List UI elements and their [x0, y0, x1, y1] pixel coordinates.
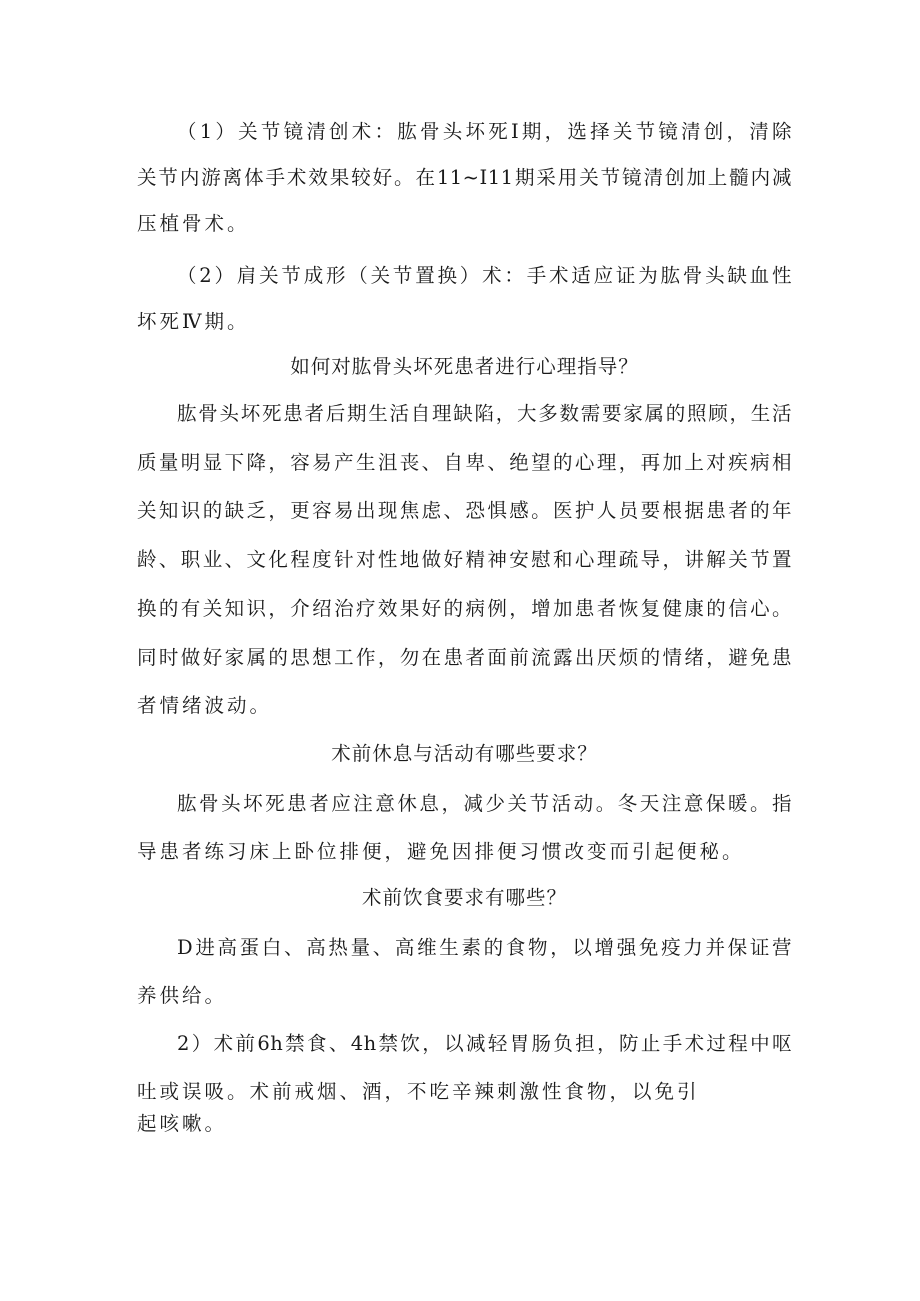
paragraph-line: 龄、职业、文化程度针对性地做好精神安慰和心理疏导，讲解关节置: [137, 548, 792, 571]
paragraph-line: 换的有关知识，介绍治疗效果好的病例，增加患者恢复健康的信心。: [137, 597, 792, 620]
paragraph-line: 吐或误吸。术前戒烟、酒，不吃辛辣刺激性食物，以免引: [137, 1080, 700, 1103]
section-heading: 如何对肱骨头坏死患者进行心理指导？: [290, 355, 639, 378]
paragraph-line: 坏死Ⅳ期。: [137, 310, 250, 333]
paragraph-line: （1）关节镜清创术：肱骨头坏死Ⅰ期，选择关节镜清创，清除: [177, 120, 792, 143]
paragraph-line: 导患者练习床上卧位排便，避免因排便习惯改变而引起便秘。: [137, 840, 745, 863]
paragraph-line: 2）术前6h禁食、4h禁饮，以减轻胃肠负担，防止手术过程中呕: [177, 1032, 792, 1055]
paragraph-line: 关知识的缺乏，更容易出现焦虑、恐惧感。医护人员要根据患者的年: [137, 499, 792, 522]
paragraph-line: 肱骨头坏死患者后期生活自理缺陷，大多数需要家属的照顾，生活: [177, 402, 792, 425]
paragraph-line: D进高蛋白、高热量、高维生素的食物，以增强免疫力并保证营: [177, 936, 792, 959]
paragraph-line: 者情绪波动。: [137, 694, 273, 717]
section-heading: 术前休息与活动有哪些要求？: [331, 742, 598, 765]
paragraph-line: 肱骨头坏死患者应注意休息，减少关节活动。冬天注意保暖。指: [177, 792, 792, 815]
paragraph-line: 关节内游离体手术效果较好。在11~I11期采用关节镜清创加上髓内减: [137, 166, 792, 189]
paragraph-line: 同时做好家属的思想工作，勿在患者面前流露出厌烦的情绪，避免患: [137, 646, 792, 669]
section-heading: 术前饮食要求有哪些？: [361, 886, 567, 909]
paragraph-line: 质量明显下降，容易产生沮丧、自卑、绝望的心理，再加上对疾病相: [137, 451, 792, 474]
paragraph-line: （2）肩关节成形（关节置换）术：手术适应证为肱骨头缺血性: [177, 264, 792, 287]
paragraph-line: 养供给。: [137, 984, 228, 1007]
paragraph-line: 起咳嗽。: [137, 1112, 228, 1135]
paragraph-line: 压植骨术。: [137, 212, 250, 235]
